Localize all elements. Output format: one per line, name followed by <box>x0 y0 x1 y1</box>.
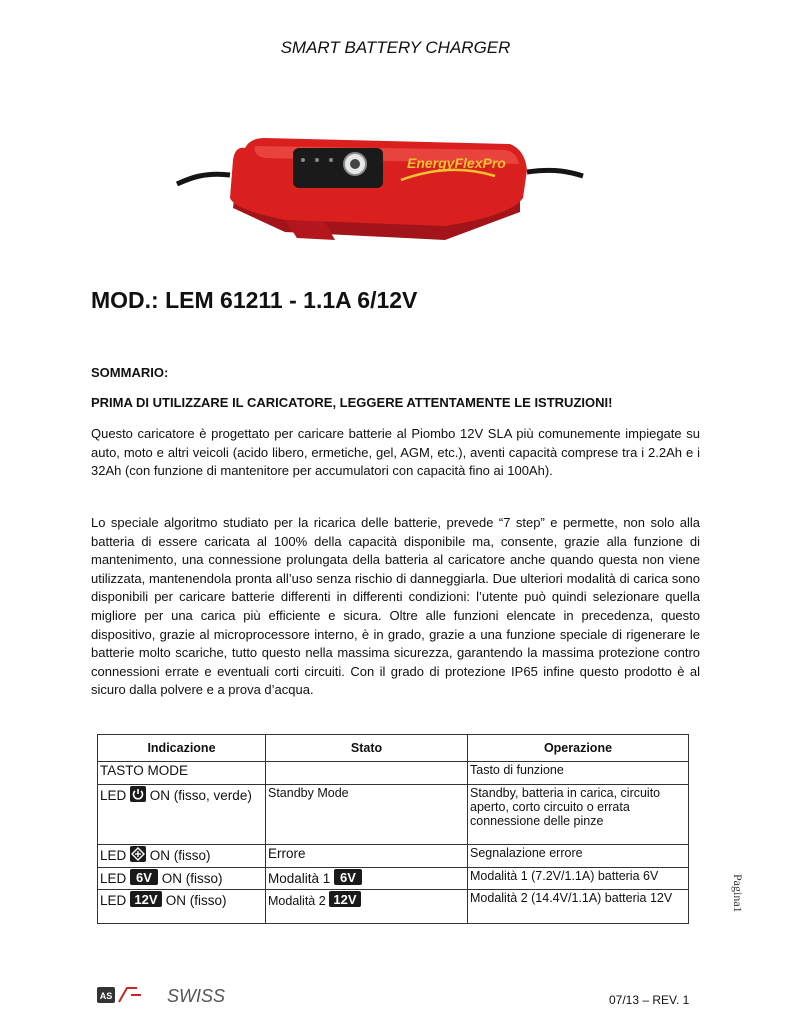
paragraph-1: Questo caricatore è progettato per caricare batterie al Piombo 12V SLA più comunemente impiegate su auto, moto e altri veicoli (acido libero, ermetiche, gel, AGM, etc.), aventi capacità comprese tra i 2.2Ah e i 32Ah (con funzione di mantenitore per accumulatori con capacità fino ai 100Ah). <box>91 426 700 479</box>
svg-text:12V: 12V <box>134 892 158 907</box>
cell-operazione: Modalità 2 (14.4V/1.1A) batteria 12V <box>468 890 689 924</box>
cell-indicazione: LED 6V ON (fisso) <box>98 868 266 890</box>
cell-stato: Modalità 1 6V <box>266 868 468 890</box>
indicator-table <box>97 734 689 924</box>
brand-text: EnergyFlexPro <box>407 155 506 171</box>
cell-stato: Modalità 2 12V <box>266 890 468 924</box>
header-title: SMART BATTERY CHARGER <box>280 38 511 57</box>
svg-text:6V: 6V <box>136 870 152 885</box>
product-photo <box>175 120 585 250</box>
cable-left <box>177 174 230 184</box>
error-icon <box>130 846 146 862</box>
cell-indicazione: TASTO MODE <box>98 762 266 785</box>
cell-operazione: Tasto di funzione <box>468 762 689 785</box>
cell-stato: Standby Mode <box>266 785 468 845</box>
cable-right <box>527 170 583 176</box>
table-row <box>98 845 689 868</box>
cell-indicazione: LED ON (fisso) <box>98 845 266 868</box>
mode-6v-icon <box>130 869 158 885</box>
svg-text:SWISS: SWISS <box>167 986 226 1006</box>
cell-operazione: Modalità 1 (7.2V/1.1A) batteria 6V <box>468 868 689 890</box>
svg-text:6V: 6V <box>340 870 357 885</box>
cell-operazione: Standby, batteria in carica, circuito aperto, corto circuito o errata connessione delle pinze <box>468 785 689 845</box>
header-indicazione: Indicazione <box>98 735 266 762</box>
revision-label: 07/13 – REV. 1 <box>609 993 690 1007</box>
page-number-vertical <box>720 870 745 940</box>
summary-label: SOMMARIO: <box>91 365 169 380</box>
company-logo <box>97 984 247 1006</box>
model-title: MOD.: LEM 61211 - 1.1A 6/12V <box>91 287 418 313</box>
svg-text:Pagina1: Pagina1 <box>731 874 745 913</box>
mode-12v-icon <box>329 891 361 907</box>
power-icon <box>130 786 146 802</box>
svg-text:12V: 12V <box>333 892 358 907</box>
warning-text: PRIMA DI UTILIZZARE IL CARICATORE, LEGGERE ATTENTAMENTE LE ISTRUZIONI! <box>91 395 613 410</box>
table-row <box>98 785 689 845</box>
table-header-row <box>98 735 689 762</box>
cell-operazione: Segnalazione errore <box>468 845 689 868</box>
cell-stato: Errore <box>266 845 468 868</box>
paragraph-2: Lo speciale algoritmo studiato per la ricarica delle batterie, prevede “7 step” e permette, non solo alla batteria di essere caricata al 100% della capacità disponibile ma, consente, grazie alla funzione di mantenimento, una connessione prolungata della batteria al caricatore anche quando questa non viene utilizzata, mantenendola pronta all’uso senza rischio di danneggiarla. Due ulteriori modalità di carica sono disponibili per caricare batterie differenti in differenti condizioni: l’utente può quindi selezionare quella migliore per una carica più efficiente e sicura. Oltre alle funzioni elencate in precedenza, questo dispositivo, grazie al microprocessore interno, è in grado, grazie a una funzione speciale di rigenerare le batterie molto scariche, tutto questo nella massima sicurezza, garantendo la massima protezione contro connessioni errate e eventuali corti circuiti. Con il grado di protezione IP65 infine questo prodotto è al sicuro dalla polvere e a prova d’acqua. <box>91 515 700 698</box>
table-row <box>98 868 689 890</box>
header-stato: Stato <box>266 735 468 762</box>
header-operazione: Operazione <box>468 735 689 762</box>
mode-6v-icon <box>334 869 362 885</box>
cell-stato <box>266 762 468 785</box>
table-row <box>98 890 689 924</box>
table-row <box>98 762 689 785</box>
svg-text:AS: AS <box>99 991 113 1001</box>
cell-indicazione: LED 12V ON (fisso) <box>98 890 266 924</box>
mode-12v-icon <box>130 891 162 907</box>
cell-indicazione: LED ON (fisso, verde) <box>98 785 266 845</box>
control-panel <box>293 148 383 188</box>
